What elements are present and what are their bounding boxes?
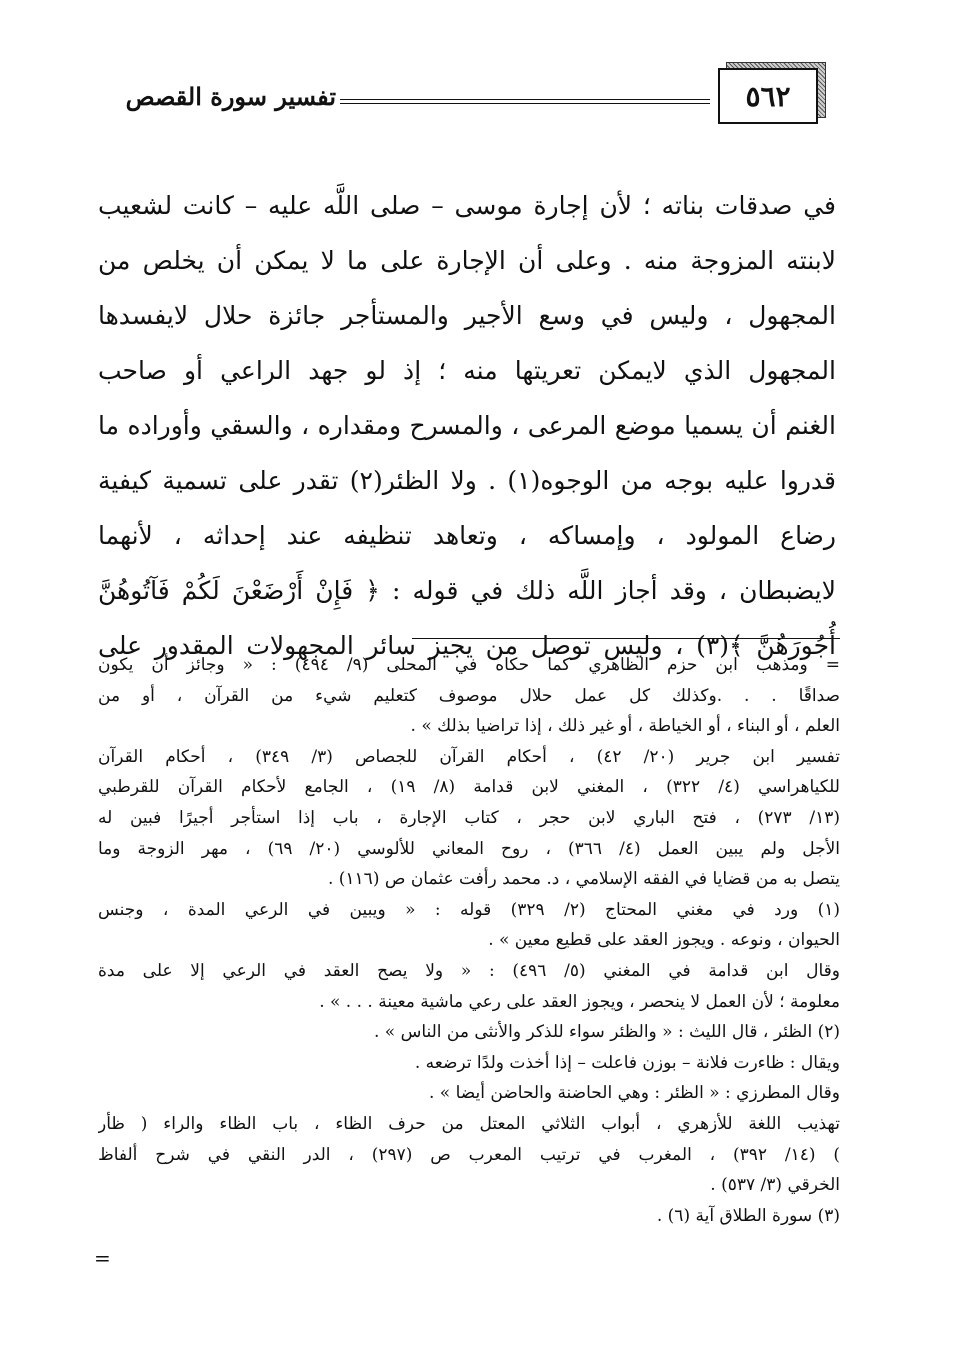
- footnote-line: الأجل ولم يبين العمل (٤/ ٣٦٦) ، روح المعاني للألوسي (٢٠/ ٦٩) ، مهر الزوجة وما: [98, 838, 840, 859]
- main-text-line: المجهول الذي لايمكن تعريتها منه ؛ إذ لو جهد الراعي أو صاحب: [98, 356, 836, 385]
- footnote-line: = ومذهب ابن حزم الظاهري كما حكاه في المحلى (٩/ ٤٩٤) : « وجائز أن يكون: [98, 655, 840, 675]
- footnote-line: تهذيب اللغة للأزهري ، أبواب الثلاثي المعتل من حرف الظاء ، باب الظاء والراء ( ظأر: [98, 1113, 840, 1134]
- footnote-line: الحيوان ، ونوعه . ويجوز العقد على قطيع معين » .: [488, 930, 840, 951]
- continuation-mark: =: [94, 1246, 111, 1270]
- footnote-line: تفسير ابن جرير (٢٠/ ٤٢) ، أحكام القرآن للجصاص (٣/ ٣٤٩) ، أحكام القرآن: [98, 746, 840, 767]
- header-rule: [340, 99, 710, 104]
- footnote-line: العلم ، أو البناء ، أو الخياطة ، أو غير ذلك ، إذا تراضيا بذلك » .: [410, 716, 840, 737]
- footnote-line: يتصل به من قضايا في الفقه الإسلامي ، د. محمد رأفت عثمان ص (١١٦) .: [327, 869, 840, 890]
- footnote-line: (٢) الظئر ، قال الليث : « والظئر سواء للذكر والأنثى من الناس » .: [373, 1022, 840, 1043]
- main-text-line: في صدقات بناته ؛ لأن إجارة موسى – صلى اللَّه عليه – كانت لشعيب: [98, 191, 836, 220]
- main-text-line: قدروا عليه بوجه من الوجوه(١) . ولا الظئر(٢) تقدر على تسمية كيفية: [98, 466, 836, 495]
- footnote-line: وقال المطرزي : « الظئر : وهي الحاضنة والحاضن أيضا » .: [429, 1083, 840, 1104]
- main-text-line: رضاع المولود ، وإمساكه ، وتعاهد تنظيفه عند إحداثه ، لأنهما: [98, 521, 836, 550]
- footnote-line: وقال ابن قدامة في المغني (٥/ ٤٩٦) : « ولا يصح العقد في الرعي إلا على مدة: [98, 960, 840, 981]
- footnote-line: الخرقي (٣/ ٥٣٧) .: [710, 1175, 840, 1196]
- footnote-line: صداقًا . . .وكذلك كل عمل حلال موصوف كتعليم شيء من القرآن ، أو من: [98, 685, 840, 706]
- footnote-line: (١) ورد في مغني المحتاج (٢/ ٣٢٩) قوله : « ويبين في الرعي المدة ، وجنس: [98, 899, 840, 920]
- main-text-line: أُجُورَهُنَّ ﴾(٣) ، وليس توصل من يجيز سائر المجهولات المقدور على: [98, 631, 836, 660]
- footnotes: [98, 650, 840, 1231]
- footnote-line: (٣) سورة الطلاق آية (٦) .: [656, 1205, 840, 1226]
- main-text: [98, 178, 836, 673]
- main-text-line: لابنته المزوجة منه . وعلى أن الإجارة على ما لا يمكن أن يخلص من: [98, 246, 836, 275]
- main-text-line: المجهول ، وليس في وسع الأجير والمستأجر جائزة حلال لايفسدها: [98, 301, 836, 330]
- running-title: تفسير سورة القصص: [125, 82, 336, 111]
- main-text-line: لايضبطان ، وقد أجاز اللَّه ذلك في قوله : ﴿ فَإِنْ أَرْضَعْنَ لَكُمْ فَآتُوهُنَّ: [98, 576, 836, 605]
- footnote-separator: [412, 638, 840, 639]
- page-number: ٥٦٢: [718, 68, 818, 124]
- footnote-line: للكياهراسي (٤/ ٣٢٢) ، المغني لابن قدامة (٨/ ١٩) ، الجامع لأحكام القرآن للقرطبي: [98, 777, 840, 798]
- footnote-line: ) (١٤/ ٣٩٢) ، المغرب في ترتيب المعرب ص (٢٩٧) ، الدر النقي في شرح ألفاظ: [98, 1144, 840, 1165]
- footnote-line: معلومة ؛ لأن العمل لا ينحصر ، ويجوز العقد على رعي ماشية معينة . . . » .: [319, 991, 840, 1012]
- footnote-line: ويقال : ظاءرت فلانة – بوزن فاعلت – إذا أخذت ولدًا ترضعه .: [414, 1052, 840, 1073]
- main-text-line: الغنم أن يسميا موضع المرعى ، والمسرح ومقداره ، والسقي وأوراده ما: [98, 411, 836, 440]
- footnote-line: (١٣/ ٢٧٣) ، فتح الباري لابن حجر ، كتاب الإجارة ، باب إذا استأجر أجيرًا فبين له: [98, 807, 840, 828]
